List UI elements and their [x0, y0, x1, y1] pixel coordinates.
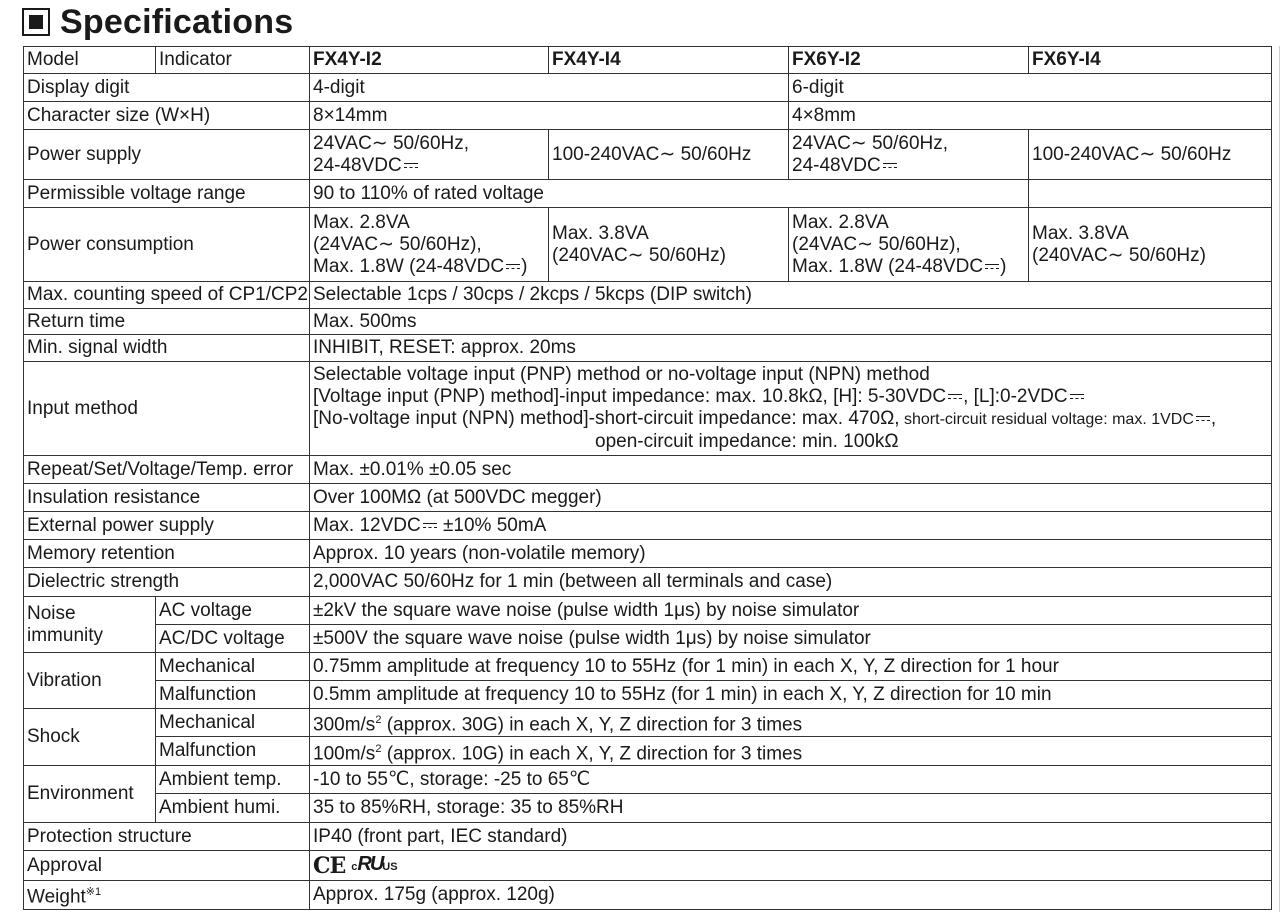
power-supply-fx6y-i4: 100-240VAC∼ 50/60Hz: [1029, 130, 1272, 180]
input-method-line: [313, 408, 1268, 431]
dc-symbol-icon: [947, 392, 963, 401]
row-label-shock: Shock: [24, 709, 156, 766]
voltage-range-value: 90 to 110% of rated voltage: [310, 180, 1029, 208]
power-supply-ac-line: 24VAC∼ 50/60Hz,: [792, 132, 949, 154]
input-method-text: , [L]:0-2VDC: [963, 386, 1068, 407]
environment-temp-label: Ambient temp.: [156, 766, 310, 794]
display-digit-fx4: 4-digit: [310, 74, 789, 102]
header-indicator: Indicator: [156, 47, 310, 74]
environment-temp-value: -10 to 55℃, storage: -25 to 65℃: [310, 766, 1272, 794]
row-label-power-supply: Power supply: [24, 130, 310, 180]
table-row: [24, 709, 1272, 737]
external-power-text: Max. 12VDC: [313, 514, 421, 536]
power-consumption-fx6y-i4: [1029, 208, 1272, 282]
table-row-header: [24, 47, 1272, 74]
shock-mal-label: Malfunction: [156, 737, 310, 766]
table-row: [24, 102, 1272, 130]
noise-label-line: immunity: [27, 624, 104, 646]
header-model-fx4y-i4: FX4Y-I4: [549, 47, 789, 74]
dc-symbol-icon: [1195, 414, 1211, 423]
power-consumption-line: Max. 2.8VA: [792, 211, 889, 233]
table-row: [24, 540, 1272, 568]
power-consumption-line: (24VAC∼ 50/60Hz),: [313, 233, 482, 255]
noise-label-line: Noise: [27, 602, 76, 624]
vibration-mech-label: Mechanical: [156, 653, 310, 681]
insulation-value: Over 100MΩ (at 500VDC megger): [310, 484, 1272, 512]
signal-width-value: INHIBIT, RESET: approx. 20ms: [310, 335, 1272, 362]
table-row: [24, 74, 1272, 102]
ul-text: RU: [357, 853, 383, 876]
header-model-fx6y-i4: FX6Y-I4: [1029, 47, 1272, 74]
row-label-environment: Environment: [24, 766, 156, 823]
shock-text: (approx. 30G) in each X, Y, Z direction for 3 times: [381, 714, 803, 736]
table-row: [24, 309, 1272, 335]
page-title: Specifications: [60, 2, 294, 41]
specifications-table: [23, 46, 1272, 910]
input-method-line: [313, 386, 1268, 408]
power-consumption-line: (240VAC∼ 50/60Hz): [552, 244, 726, 266]
input-method-text: short-circuit residual voltage: max. 1VDC: [899, 411, 1194, 428]
noise-acdc-label: AC/DC voltage: [156, 625, 310, 653]
cul-us-mark-icon: [351, 853, 397, 878]
memory-value: Approx. 10 years (non-volatile memory): [310, 540, 1272, 568]
repeat-error-value: Max. ±0.01% ±0.05 sec: [310, 456, 1272, 484]
power-consumption-line: [313, 256, 545, 278]
table-row: [24, 653, 1272, 681]
table-row: [24, 208, 1272, 282]
superscript: 2: [375, 742, 382, 755]
character-size-fx4: 8×14mm: [310, 102, 789, 130]
input-method-text: ,: [1210, 408, 1217, 429]
row-label-return-time: Return time: [24, 309, 310, 335]
dc-symbol-icon: [882, 161, 898, 170]
dc-symbol-icon: [1069, 392, 1085, 401]
dc-symbol-icon: [984, 262, 1000, 271]
shock-mal-value: [310, 737, 1272, 766]
dc-symbol-icon: [422, 521, 438, 530]
table-row: [24, 180, 1272, 208]
noise-ac-label: AC voltage: [156, 597, 310, 625]
footnote-marker: ※1: [85, 886, 102, 899]
power-consumption-line: (240VAC∼ 50/60Hz): [1032, 244, 1206, 266]
square-bullet-icon: [22, 8, 50, 36]
power-supply-dc-line: [792, 155, 1025, 177]
table-row: [24, 484, 1272, 512]
section-title: [22, 2, 293, 42]
header-model: Model: [24, 47, 156, 74]
approval-value: [310, 851, 1272, 881]
table-row: [24, 794, 1272, 823]
ce-mark-icon: CE: [313, 852, 346, 879]
dielectric-value: 2,000VAC 50/60Hz for 1 min (between all terminals and case): [310, 568, 1272, 597]
power-consumption-line: Max. 3.8VA: [552, 222, 649, 244]
table-row: [24, 568, 1272, 597]
row-label-voltage-range: Permissible voltage range: [24, 180, 310, 208]
power-consumption-line: (24VAC∼ 50/60Hz),: [792, 233, 961, 255]
environment-humi-label: Ambient humi.: [156, 794, 310, 823]
row-label-external-power: External power supply: [24, 512, 310, 540]
power-consumption-line: Max. 2.8VA: [313, 211, 410, 233]
shock-text: 100m/s: [313, 742, 376, 764]
row-label-dielectric: Dielectric strength: [24, 568, 310, 597]
table-row: [24, 512, 1272, 540]
power-consumption-text: ): [521, 255, 528, 277]
power-supply-dc-line: [313, 155, 545, 177]
table-row: [24, 456, 1272, 484]
dc-symbol-icon: [403, 161, 419, 170]
row-label-approval: Approval: [24, 851, 310, 881]
counting-speed-value: Selectable 1cps / 30cps / 2kcps / 5kcps (DIP switch): [310, 282, 1272, 309]
table-row: [24, 881, 1272, 909]
row-label-weight: [24, 881, 310, 909]
shock-text: 300m/s: [313, 714, 376, 736]
row-label-memory: Memory retention: [24, 540, 310, 568]
character-size-fx6: 4×8mm: [789, 102, 1272, 130]
weight-value: Approx. 175g (approx. 120g): [310, 881, 1272, 909]
approval-logos: [313, 853, 398, 878]
table-row: [24, 625, 1272, 653]
input-method-line: open-circuit impedance: min. 100kΩ: [595, 431, 899, 452]
table-row: [24, 335, 1272, 362]
table-row: [24, 130, 1272, 180]
table-row: [24, 282, 1272, 309]
table-row: [24, 681, 1272, 709]
protection-value: IP40 (front part, IEC standard): [310, 823, 1272, 851]
row-label-protection: Protection structure: [24, 823, 310, 851]
power-supply-ac-line: 24VAC∼ 50/60Hz,: [313, 132, 470, 154]
power-consumption-line: [792, 256, 1025, 278]
input-method-text: [No-voltage input (NPN) method]-short-circuit impedance: max. 470Ω,: [313, 408, 900, 429]
header-model-fx6y-i2: FX6Y-I2: [789, 47, 1029, 74]
row-label-repeat-error: Repeat/Set/Voltage/Temp. error: [24, 456, 310, 484]
power-supply-dc-text: 24-48VDC: [313, 154, 402, 176]
table-row: [24, 737, 1272, 766]
power-consumption-text: Max. 1.8W (24-48VDC: [313, 255, 505, 277]
shock-text: (approx. 10G) in each X, Y, Z direction for 3 times: [381, 742, 803, 764]
power-consumption-fx4y-i4: [549, 208, 789, 282]
shock-mech-value: [310, 709, 1272, 737]
page-edge-divider: [1279, 46, 1280, 912]
table-row: [24, 851, 1272, 881]
row-label-insulation: Insulation resistance: [24, 484, 310, 512]
power-supply-fx4y-i2: [310, 130, 549, 180]
noise-ac-value: ±2kV the square wave noise (pulse width 1μs) by noise simulator: [310, 597, 1272, 625]
power-supply-dc-text: 24-48VDC: [792, 154, 881, 176]
power-consumption-fx4y-i2: [310, 208, 549, 282]
vibration-mal-value: 0.5mm amplitude at frequency 10 to 55Hz (for 1 min) in each X, Y, Z direction for 10 min: [310, 681, 1272, 709]
row-label-display-digit: Display digit: [24, 74, 310, 102]
power-consumption-text: Max. 1.8W (24-48VDC: [792, 255, 984, 277]
row-label-vibration: Vibration: [24, 653, 156, 709]
power-consumption-text: ): [1000, 255, 1007, 277]
table-row: [24, 766, 1272, 794]
row-label-counting-speed: Max. counting speed of CP1/CP2: [24, 282, 310, 309]
power-supply-fx6y-i2: [789, 130, 1029, 180]
external-power-text: ±10% 50mA: [437, 514, 547, 536]
display-digit-fx6: 6-digit: [789, 74, 1272, 102]
vibration-mech-value: 0.75mm amplitude at frequency 10 to 55Hz (for 1 min) in each X, Y, Z direction for 1 hour: [310, 653, 1272, 681]
input-method-line: Selectable voltage input (PNP) method or no-voltage input (NPN) method: [313, 364, 930, 385]
weight-label-text: Weight: [27, 886, 86, 908]
superscript: 2: [375, 714, 382, 726]
row-label-character-size: Character size (W×H): [24, 102, 310, 130]
power-consumption-fx6y-i2: [789, 208, 1029, 282]
row-label-input-method: Input method: [24, 362, 310, 456]
table-row: [24, 597, 1272, 625]
shock-mech-label: Mechanical: [156, 709, 310, 737]
input-method-value: [310, 362, 1272, 456]
row-label-signal-width: Min. signal width: [24, 335, 310, 362]
header-model-fx4y-i2: FX4Y-I2: [310, 47, 549, 74]
cul-c-text: c: [351, 861, 358, 874]
noise-acdc-value: ±500V the square wave noise (pulse width 1μs) by noise simulator: [310, 625, 1272, 653]
power-consumption-line: Max. 3.8VA: [1032, 222, 1129, 244]
voltage-range-empty: [1029, 180, 1272, 208]
external-power-value: [310, 512, 1272, 540]
table-row: [24, 823, 1272, 851]
environment-humi-value: 35 to 85%RH, storage: 35 to 85%RH: [310, 794, 1272, 823]
dc-symbol-icon: [505, 262, 521, 271]
us-text: US: [382, 861, 398, 874]
table-row: [24, 362, 1272, 456]
return-time-value: Max. 500ms: [310, 309, 1272, 335]
row-label-noise-immunity: [24, 597, 156, 653]
vibration-mal-label: Malfunction: [156, 681, 310, 709]
input-method-text: [Voltage input (PNP) method]-input impedance: max. 10.8kΩ, [H]: 5-30VDC: [313, 386, 947, 407]
power-supply-fx4y-i4: 100-240VAC∼ 50/60Hz: [549, 130, 789, 180]
row-label-power-consumption: Power consumption: [24, 208, 310, 282]
